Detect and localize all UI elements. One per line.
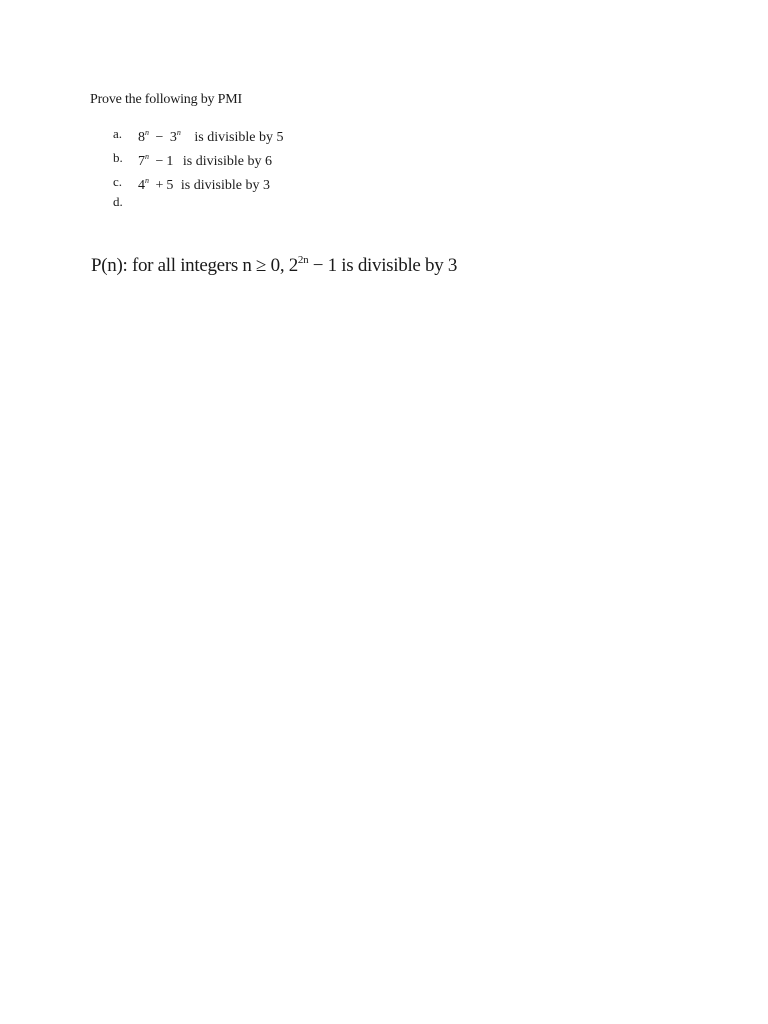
base-term: 8 bbox=[138, 130, 145, 145]
exponent: n bbox=[176, 128, 181, 137]
constant-term: 5 bbox=[166, 178, 174, 193]
statement-exponent: 2n bbox=[297, 254, 309, 266]
problem-text: is divisible by 6 bbox=[182, 154, 272, 169]
problem-expression bbox=[138, 148, 272, 171]
list-marker: d. bbox=[113, 194, 123, 209]
problem-text: is divisible by 3 bbox=[180, 178, 270, 193]
list-marker: b. bbox=[113, 150, 123, 165]
operator: − bbox=[155, 130, 164, 145]
base-term: 4 bbox=[138, 178, 145, 193]
operator: + bbox=[155, 178, 164, 193]
induction-statement bbox=[91, 254, 457, 277]
base-term: 3 bbox=[169, 130, 177, 145]
statement-suffix: − 1 is divisible by 3 bbox=[308, 255, 458, 276]
exponent: n bbox=[145, 176, 149, 185]
problem-expression bbox=[138, 124, 283, 147]
problem-text: is divisible by 5 bbox=[194, 130, 284, 145]
instruction-heading: Prove the following by PMI bbox=[90, 92, 242, 107]
base-term: 7 bbox=[138, 154, 145, 169]
list-marker: a. bbox=[113, 126, 123, 141]
operator: − bbox=[155, 154, 164, 169]
problem-expression bbox=[138, 172, 270, 195]
exponent: n bbox=[145, 152, 149, 161]
exponent: n bbox=[145, 128, 149, 137]
constant-term: 1 bbox=[166, 154, 174, 169]
statement-prefix: P(n): for all integers n ≥ 0, 2 bbox=[91, 255, 298, 276]
list-marker: c. bbox=[113, 174, 123, 189]
